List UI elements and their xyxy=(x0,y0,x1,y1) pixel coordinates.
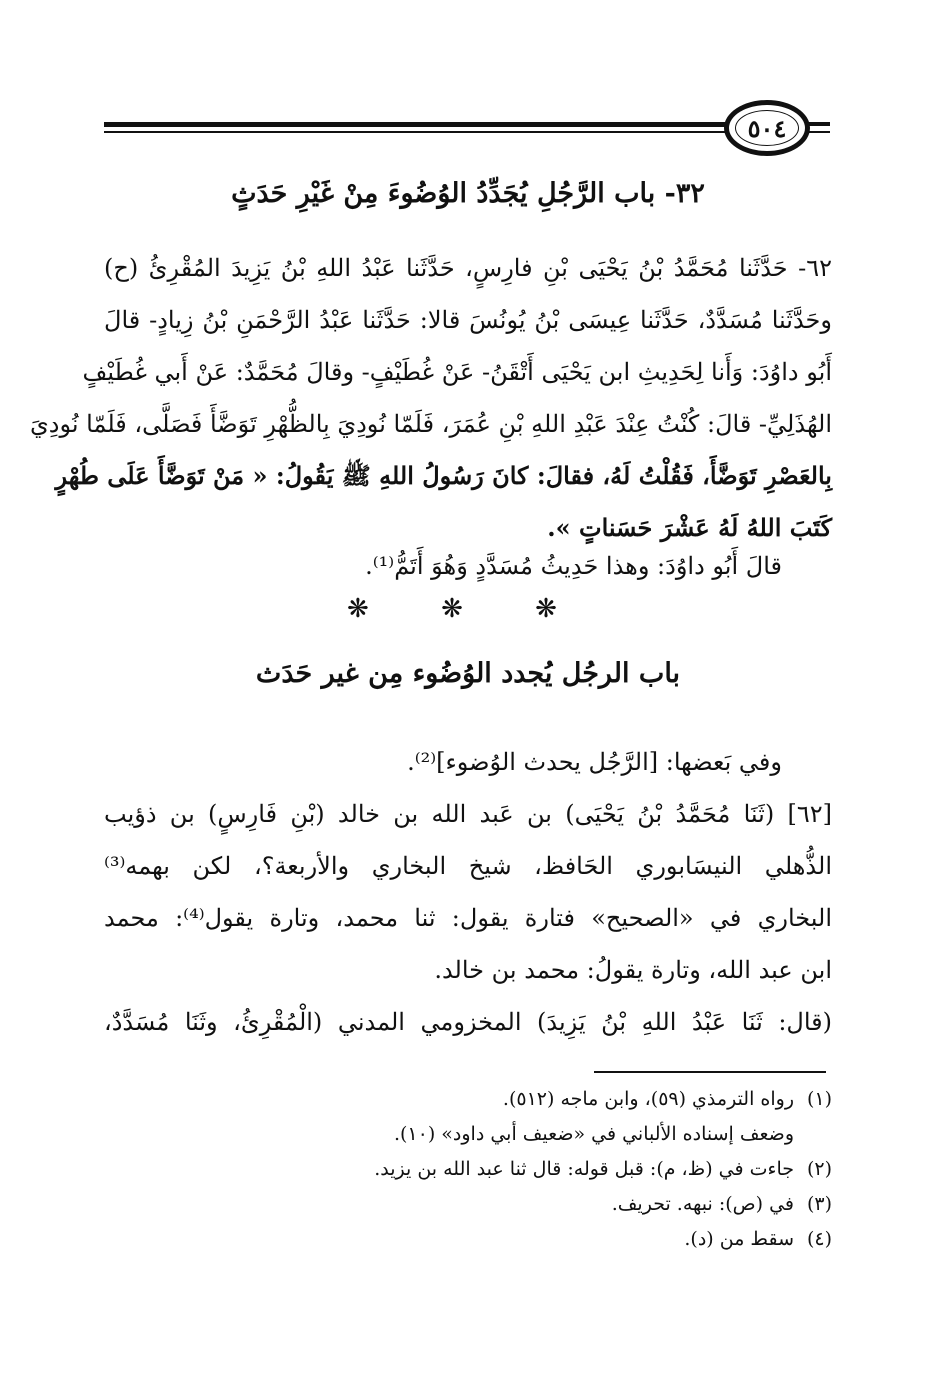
commentary-line: [٦٢] (ثَنَا مُحَمَّدُ بْنُ يَحْيَى) بن عَبد الله بن خالد (بْنِ فَارِسٍ) بن ذؤيب xyxy=(104,800,832,828)
header-rule-right-thin xyxy=(808,131,830,133)
hadith-line: بِالعَصْرِ تَوَضَّأَ، فَقُلْتُ لَهُ، فقالَ: كانَ رَسُولُ اللهِ ﷺ يَقُولُ: « مَنْ تَوَضَّأَ عَلَى طُهْرٍ xyxy=(55,461,832,490)
commentary-line: (قال: ثَنَا عَبْدُ اللهِ بْنُ يَزِيدَ) المخزومي المدني (الْمُقْرِئُ، وثَنَا مُسَدَّدٌ، xyxy=(104,1008,832,1036)
footnote xyxy=(104,1152,832,1187)
footnote-text: سقط من (د). xyxy=(684,1228,794,1250)
page-number: ٥٠٤ xyxy=(747,113,787,143)
footnote-text: وضعف إسناده الألباني في «ضعيف أبي داود» (١٠). xyxy=(393,1123,794,1145)
footnote xyxy=(104,1222,832,1257)
hadith-line: ٦٢- حَدَّثَنا مُحَمَّدُ بْنُ يَحْيَى بْنِ فارِسٍ، حَدَّثَنا عَبْدُ اللهِ بْنُ يَزِيدَ المُقْرِئُ (ح) xyxy=(104,254,832,282)
footnotes xyxy=(104,1082,832,1257)
footnote-number: (٢) xyxy=(806,1158,832,1180)
commentary-title: باب الرجُل يُجدد الوُضُوء مِن غير حَدَث xyxy=(255,658,681,689)
footnote-text: رواه الترمذي (٥٩)، وابن ماجه (٥١٢). xyxy=(502,1088,794,1110)
commentary-line: ابن عبد الله، وتارة يقولُ: محمد بن خالد. xyxy=(434,956,832,984)
hadith-line: أَبُو داوُدَ: وَأَنا لِحَدِيثِ ابن يَحْيَى أَتْقَنُ- عَنْ غُطَيْفٍ- وقالَ مُحَمَّدٌ: عَنْ أَبي غُطَيْفٍ xyxy=(82,358,832,386)
abu-dawud-note: قالَ أَبُو داوُدَ: وهذا حَدِيثُ مُسَدَّدٍ وَهُوَ أَتَمُّ⁽¹⁾. xyxy=(365,552,782,580)
header-rule xyxy=(104,122,728,127)
header-rule-right xyxy=(808,122,830,126)
hadith-line: كَتَبَ اللهُ لَهُ عَشْرَ حَسَناتٍ ». xyxy=(547,513,832,542)
separator-stars: ❋ ❋ ❋ xyxy=(347,594,589,624)
footnote-separator xyxy=(594,1071,826,1073)
footnote xyxy=(104,1082,832,1117)
commentary-text xyxy=(104,736,832,1048)
hadith-text xyxy=(29,242,832,554)
commentary-line: الذُّهلي النيسَابوري الحَافظ، شيخ البخاري والأربعة؟، لكن بهمه⁽³⁾ xyxy=(104,852,832,880)
commentary-line: البخاري في «الصحيح» فتارة يقول: ثنا محمد، وتارة يقول⁽⁴⁾: محمد xyxy=(104,904,833,932)
hadith-line: الهُذَلِيِّ- قالَ: كُنْتُ عِنْدَ عَبْدِ اللهِ بْنِ عُمَرَ، فَلَمّا نُودِيَ بِالظُّهْرِ تَوَضَّأَ فَصَلَّى، فَلَمّا نُودِيَ xyxy=(29,410,832,438)
hadith-line: وحَدَّثَنا مُسَدَّدٌ، حَدَّثَنا عِيسَى بْنُ يُونُسَ قالا: حَدَّثَنا عَبْدُ الرَّحْمَنِ بْنُ زِيادٍ- قالَ xyxy=(104,306,832,334)
abu-dawud-note-block xyxy=(104,540,832,592)
footnote-text: في (ص): نبهه. تحريف. xyxy=(611,1193,794,1215)
footnote xyxy=(104,1117,832,1152)
footnote-number: (٣) xyxy=(806,1193,832,1215)
commentary-line: وفي بَعضها: [الرَّجُل يحدث الوُضوء]⁽²⁾. xyxy=(407,748,782,776)
footnote xyxy=(104,1187,832,1222)
footnote-number: (١) xyxy=(806,1088,832,1110)
page-number-badge xyxy=(724,100,810,156)
footnote-number: (٤) xyxy=(806,1228,832,1250)
chapter-title: ٣٢- باب الرَّجُلِ يُجَدِّدُ الوُضُوءَ مِنْ غَيْرِ حَدَثٍ xyxy=(231,178,705,209)
footnote-text: جاءت في (ظ، م): قبل قوله: قال ثنا عبد الله بن يزيد. xyxy=(374,1158,794,1180)
header-rule-thin xyxy=(104,131,728,133)
